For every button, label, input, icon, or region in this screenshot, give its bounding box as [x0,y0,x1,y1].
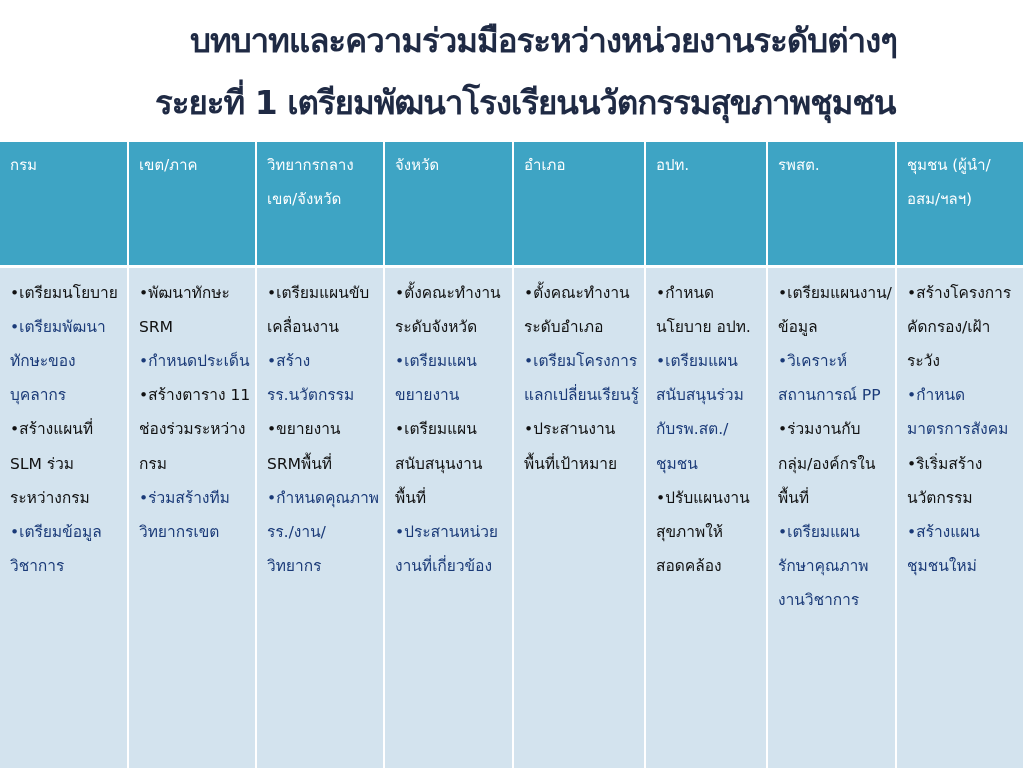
item-list [267,276,380,584]
list-item: • เตรียมโครงการแลกเปลี่ยนเรียนรู้ [524,344,641,412]
list-item: • กำหนดคุณภาพ รร./งาน/วิทยากร [267,481,380,584]
list-item: • ร่วมงานกับกลุ่ม/องค์กรในพื้นที่ [778,412,892,515]
list-item: • ปรับแผนงานสุขภาพให้สอดคล้อง [656,481,763,584]
list-item: • สร้างแผนที่ SLM ร่วมระหว่างกรม [10,412,124,515]
column-header-central-trainers: วิทยากรกลางเขต/จังหวัด [256,142,384,266]
header-row [0,142,1024,266]
title-line-1: บทบาทและความร่วมมือระหว่างหน่วยงานระดับต่างๆ [190,21,897,60]
item-list [10,276,124,584]
list-item: • สร้างโครงการคัดกรอง/เฝ้าระวัง [907,276,1020,379]
slide-title [0,0,1024,140]
cell-health-promoting-hospital [767,266,896,768]
item-list [524,276,641,481]
list-item: • เตรียมแผนสนับสนุนร่วมกับรพ.สต./ชุมชน [656,344,763,481]
column-header-region: เขต/ภาค [128,142,256,266]
list-item: • สร้างตาราง 11 ช่องร่วมระหว่างกรม [139,378,252,481]
title-line-2: ระยะที่ 1 เตรียมพัฒนาโรงเรียนนวัตกรรมสุขภาพชุมชน [155,83,896,122]
cell-local-admin [645,266,767,768]
cell-province [384,266,513,768]
roles-table [0,142,1024,768]
column-header-province: จังหวัด [384,142,513,266]
item-list [139,276,252,550]
cell-region [128,266,256,768]
list-item: • ริเริ่มสร้างนวัตกรรม [907,447,1020,515]
list-item: • เตรียมแผนงาน/ข้อมูล [778,276,892,344]
list-item: • เตรียมแผนขยายงาน [395,344,509,412]
list-item: • กำหนดนโยบาย อปท. [656,276,763,344]
list-item: • สร้างแผนชุมชนใหม่ [907,515,1020,583]
list-item: • ร่วมสร้างทีมวิทยากรเขต [139,481,252,549]
cell-community [896,266,1024,768]
list-item: • เตรียมแผนรักษาคุณภาพงานวิชาการ [778,515,892,618]
column-header-district: อำเภอ [513,142,645,266]
list-item: • เตรียมนโยบาย [10,276,124,310]
list-item: • ประสานหน่วยงานที่เกี่ยวข้อง [395,515,509,583]
list-item: • ตั้งคณะทำงานระดับอำเภอ [524,276,641,344]
list-item: • ตั้งคณะทำงานระดับจังหวัด [395,276,509,344]
item-list [395,276,509,584]
item-list [778,276,892,618]
list-item: • พัฒนาทักษะ SRM [139,276,252,344]
list-item: • เตรียมพัฒนาทักษะของบุคลากร [10,310,124,413]
list-item: • เตรียมข้อมูลวิชาการ [10,515,124,583]
list-item: • กำหนดมาตรการสังคม [907,378,1020,446]
column-header-local-admin: อปท. [645,142,767,266]
item-list [656,276,763,584]
content-row [0,266,1024,768]
cell-district [513,266,645,768]
list-item: • เตรียมแผนขับเคลื่อนงาน [267,276,380,344]
column-header-health-promoting-hospital: รพสต. [767,142,896,266]
list-item: • สร้าง รร.นวัตกรรม [267,344,380,412]
list-item: • กำหนดประเด็น [139,344,252,378]
cell-department [0,266,128,768]
list-item: • ขยายงาน SRMพื้นที่ [267,412,380,480]
list-item: • เตรียมแผนสนับสนุนงานพื้นที่ [395,412,509,515]
column-header-community: ชุมชน (ผู้นำ/อสม/ฯลฯ) [896,142,1024,266]
cell-central-trainers [256,266,384,768]
list-item: • ประสานงานพื้นที่เป้าหมาย [524,412,641,480]
column-header-department: กรม [0,142,128,266]
item-list [907,276,1020,584]
list-item: • วิเคราะห์สถานการณ์ PP [778,344,892,412]
